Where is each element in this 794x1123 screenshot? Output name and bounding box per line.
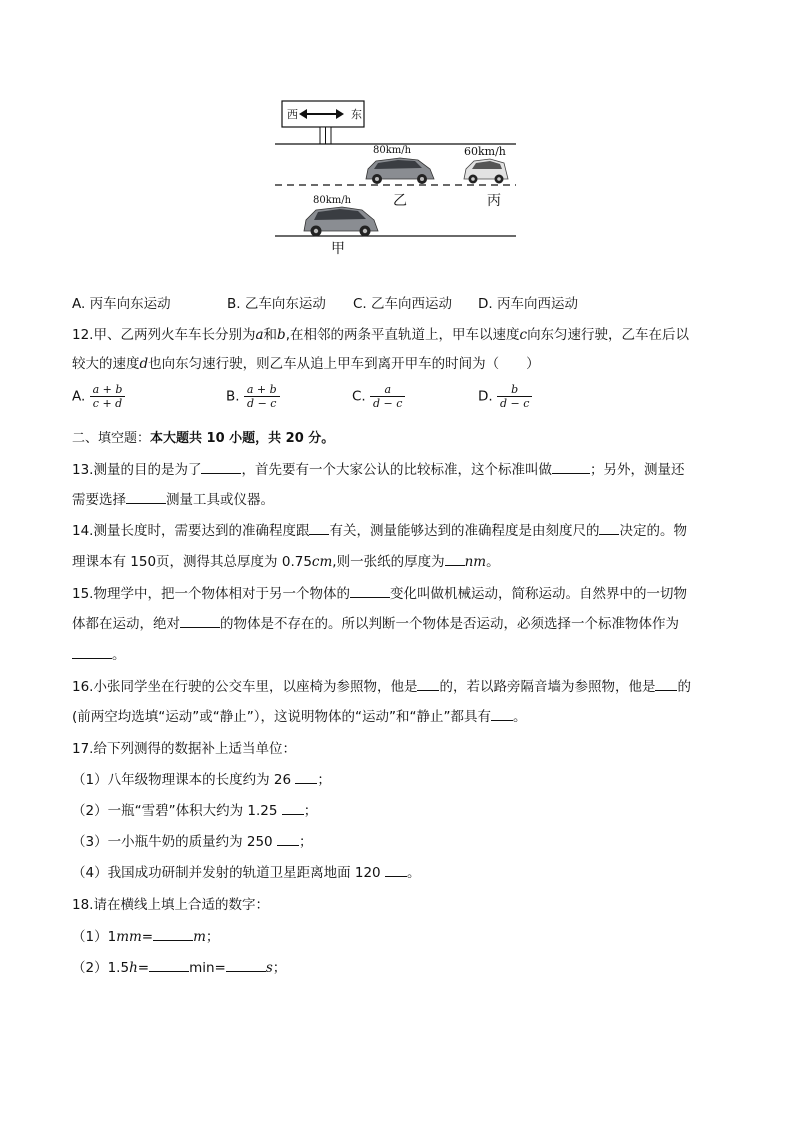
label-yi: 乙 — [393, 193, 407, 209]
fraction: $\frac{a + b}{d - c}$ — [244, 383, 280, 410]
q11-option-c: C. 乙车向西运动 — [353, 296, 453, 312]
sign-east-label: 东 — [351, 108, 362, 121]
answer-blank[interactable] — [655, 678, 677, 691]
answer-blank[interactable] — [309, 522, 329, 535]
q12-option-b: B. $\frac{a + b}{d - c}$ — [226, 383, 280, 410]
answer-blank[interactable] — [149, 959, 189, 972]
answer-blank[interactable] — [153, 928, 193, 941]
answer-blank[interactable] — [491, 708, 513, 721]
q11-option-d: D. 丙车向西运动 — [478, 296, 578, 312]
answer-blank[interactable] — [72, 646, 112, 659]
q17-item-3: （3）一小瓶牛奶的质量约为 250 ； — [72, 834, 313, 850]
car-jia — [304, 207, 378, 237]
section-heading: 二、填空题：本大题共 10 小题，共 20 分。 — [72, 431, 335, 446]
q11-option-a: A. 丙车向东运动 — [72, 296, 171, 312]
q12-option-a: A. $\frac{a + b}{c + d}$ — [72, 383, 125, 410]
car-yi-speed: 80km/h — [373, 145, 412, 156]
answer-blank[interactable] — [201, 461, 241, 474]
label-bing: 丙 — [487, 193, 501, 209]
q17-title: 17.给下列测得的数据补上适当单位： — [72, 741, 296, 757]
q15-line2: 体都在运动，绝对 的物体是不存在的。所以判断一个物体是否运动，必须选择一个标准物体作为 — [72, 616, 679, 632]
q18-item-1: （1）1mm= m； — [72, 929, 220, 945]
car-bing — [464, 159, 508, 184]
answer-blank[interactable] — [350, 585, 390, 598]
q16-line1: 16.小张同学坐在行驶的公交车里，以座椅为参照物，他是 的，若以路旁隔音墙为参照物，他是 的 — [72, 679, 691, 695]
answer-blank[interactable] — [417, 678, 439, 691]
q15-line3: 。 — [72, 646, 126, 664]
q14-line1: 14.测量长度时，需要达到的准确程度跟 有关，测量能够达到的准确程度是由刻度尺的 决定的。物 — [72, 523, 687, 539]
q12-option-c: C. $\frac{a}{d - c}$ — [352, 383, 405, 410]
car-yi — [366, 158, 434, 184]
fraction: $\frac{a}{d - c}$ — [370, 383, 405, 410]
fraction: $\frac{b}{d - c}$ — [497, 383, 532, 410]
answer-blank[interactable] — [445, 553, 465, 566]
answer-blank[interactable] — [226, 959, 266, 972]
sign-west-label: 西 — [287, 108, 298, 121]
q18-item-2: （2）1.5h= min= s； — [72, 960, 287, 976]
answer-blank[interactable] — [277, 833, 299, 846]
answer-blank[interactable] — [126, 491, 166, 504]
fraction: $\frac{a + b}{c + d}$ — [90, 383, 126, 410]
answer-blank[interactable] — [385, 864, 407, 877]
q14-line2: 理课本有 150页，测得其总厚度为 0.75cm,则一张纸的厚度为 nm。 — [72, 554, 500, 570]
q15-line1: 15.物理学中，把一个物体相对于另一个物体的 变化叫做机械运动，简称运动。自然界中的一切物 — [72, 586, 687, 602]
q17-item-1: （1）八年级物理课本的长度约为 26 ； — [72, 772, 331, 788]
q11-option-b: B. 乙车向东运动 — [227, 296, 326, 312]
q16-line2: (前两空均选填“运动”或“静止”），这说明物体的“运动”和“静止”都具有 。 — [72, 709, 527, 725]
answer-blank[interactable] — [552, 461, 590, 474]
q13-line2: 需要选择 测量工具或仪器。 — [72, 492, 274, 508]
q13-line1: 13.测量的目的是为了 ，首先要有一个大家公认的比较标准，这个标准叫做 ；另外，测量还 — [72, 462, 685, 478]
q17-item-2: （2）一瓶“雪碧”体积大约为 1.25 ； — [72, 803, 318, 819]
q12-line1: 12.甲、乙两列火车车长分别为a和b,在相邻的两条平直轨道上，甲车以速度c向东匀速行驶，乙车在后以 — [72, 327, 690, 343]
q17-item-4: （4）我国成功研制并发射的轨道卫星距离地面 120 。 — [72, 865, 421, 881]
car-bing-speed: 60km/h — [464, 145, 506, 158]
q18-title: 18.请在横线上填上合适的数字： — [72, 897, 269, 913]
traffic-figure — [270, 95, 530, 260]
q12-option-d: D. $\frac{b}{d - c}$ — [478, 383, 532, 410]
q12-line2: 较大的速度d也向东匀速行驶，则乙车从追上甲车到离开甲车的时间为（ ） — [72, 356, 540, 372]
label-jia: 甲 — [331, 241, 345, 257]
car-jia-speed: 80km/h — [313, 195, 352, 206]
answer-blank[interactable] — [282, 802, 304, 815]
answer-blank[interactable] — [295, 771, 317, 784]
answer-blank[interactable] — [180, 615, 220, 628]
answer-blank[interactable] — [599, 522, 619, 535]
